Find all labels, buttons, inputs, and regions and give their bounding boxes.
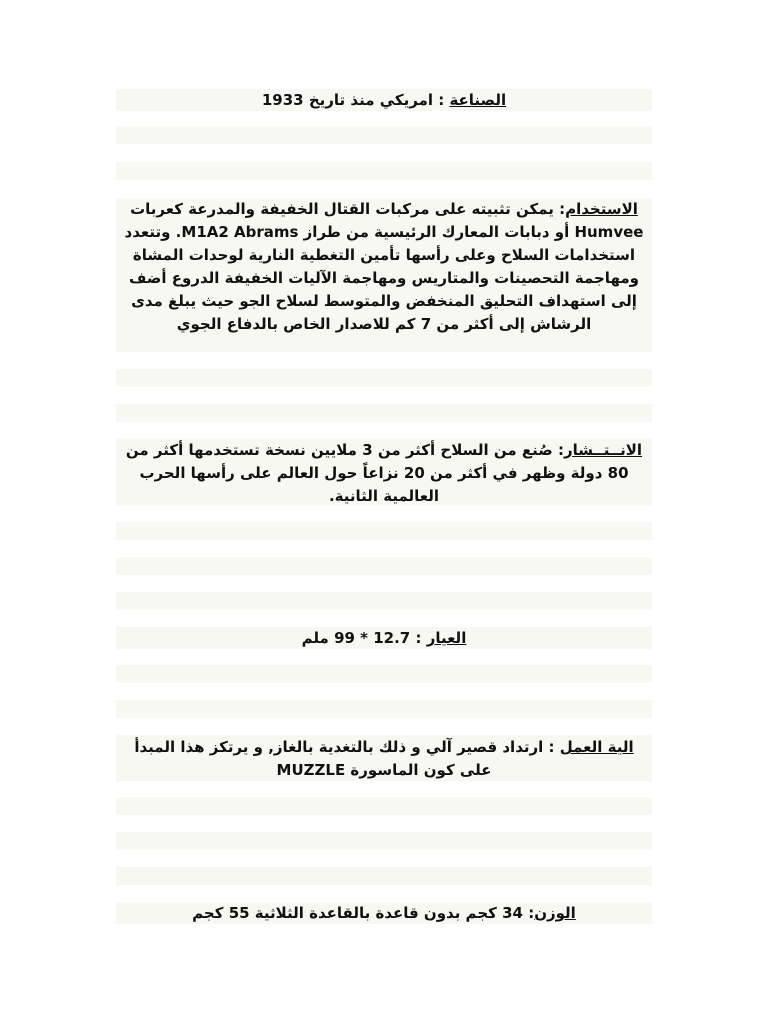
shade-band [116, 369, 652, 387]
caliber-label: العيار [426, 629, 467, 647]
spread-text: : صُنع من السلاح أكثر من 3 ملايين نسخة تستخدمها أكثر من 80 دولة وظهر في أكثر من 20 نزاعاً حول العالم على رأسها الحرب العالمية الثانية. [125, 441, 629, 505]
shade-band [116, 162, 652, 180]
shade-band [116, 126, 652, 144]
mechanism-label: الية العمل [559, 738, 634, 756]
weight-paragraph [116, 902, 652, 925]
weight-text: : 34 كجم بدون قاعدة بالقاعدة الثلاثية 55 كجم [192, 904, 535, 922]
weight-label: الوزن [534, 904, 576, 922]
caliber-text: : 12.7 * 99 ملم [301, 629, 427, 647]
caliber-paragraph [116, 627, 652, 650]
shade-band [116, 557, 652, 575]
mechanism-text: : ارتداد قصير آلي و ذلك بالتغدية بالغاز, و يرتكز هذا المبدأ على كون الماسورة MUZZLE [134, 738, 560, 779]
shade-band [116, 797, 652, 815]
shade-band [116, 700, 652, 718]
usage-paragraph [116, 198, 652, 336]
mechanism-paragraph [116, 736, 652, 782]
industry-label: الصناعة [449, 91, 507, 109]
shade-band [116, 832, 652, 850]
shade-band [116, 665, 652, 683]
spread-paragraph [116, 439, 652, 508]
industry-text: : امريكي منذ تاريخ 1933 [261, 91, 450, 109]
usage-label: الاستخدام [565, 200, 638, 218]
shade-band [116, 867, 652, 885]
shade-band [116, 592, 652, 610]
shade-band [116, 404, 652, 422]
usage-text: : يمكن تثبيته على مركبات القتال الخفيفة والمدرعة كعربات Humvee أو دبابات المعارك الرئيسية من طراز M1A2 Abrams. وتتعدد استخدامات السلاح وعلى رأسها تأمين التغطية النارية لوحدات المشاة ومهاجمة التحصينات والمتاريس ومهاجمة الآليات الخفيفة الدروع أضف إلى استهداف التحليق المنخفض والمتوسط لسلاح الجو حيث يبلغ مدى الرشاش إلى أكثر من 7 كم للاصدار الخاص بالدفاع الجوي [124, 200, 644, 333]
shade-band [116, 522, 652, 540]
industry-paragraph [116, 89, 652, 112]
spread-label: الانــتــشار [563, 441, 643, 459]
